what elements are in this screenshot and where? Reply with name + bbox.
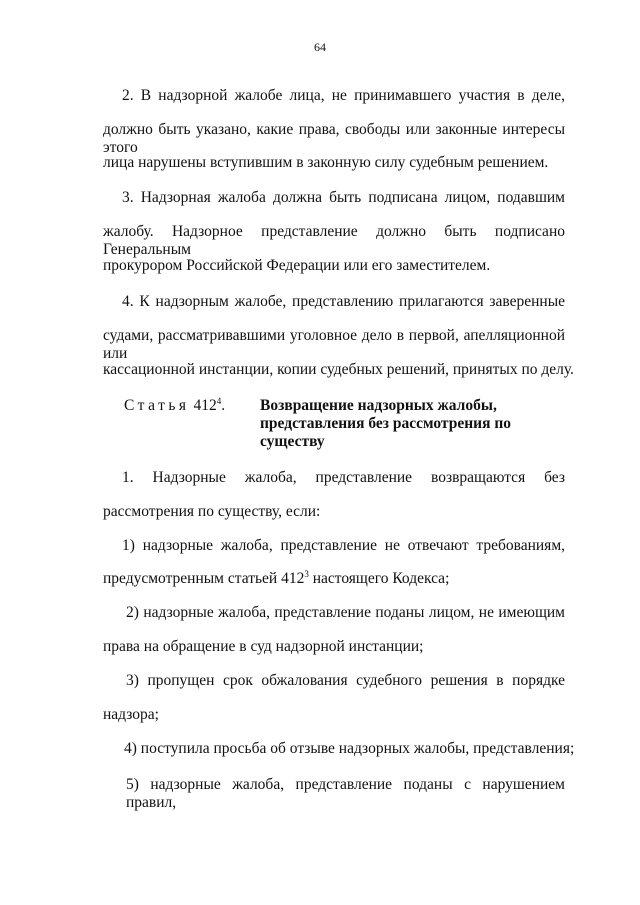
text-line: права на обращение в суд надзорной инстанции; (103, 638, 424, 655)
text-line: должно быть указано, какие права, свободы или законные интересы этого (103, 121, 565, 156)
text-line: 1) надзорные жалоба, представление не отвечают требованиям, (122, 537, 565, 554)
text-line: 2. В надзорной жалобе лица, не принимавшего участия в деле, (122, 87, 565, 104)
article-title-line: Возвращение надзорных жалобы, (260, 397, 497, 414)
text-line: 3) пропущен срок обжалования судебного решения в порядке (126, 672, 565, 689)
text-line: рассмотрения по существу, если: (103, 503, 321, 520)
text-line: 3. Надзорная жалоба должна быть подписана лицом, подавшим (122, 189, 565, 206)
text-line (103, 570, 565, 588)
text-line: 5) надзорные жалоба, представление поданы с нарушением правил, (126, 776, 565, 811)
article-dot: . (221, 397, 226, 414)
text-line: жалобу. Надзорное представление должно быть подписано Генеральным (103, 223, 565, 258)
text-line: судами, рассматривавшими уголовное дело в первой, апелляционной или (103, 327, 565, 362)
text-line: кассационной инстанции, копии судебных решений, принятых по делу. (103, 361, 574, 378)
text-line: прокурором Российской Федерации или его заместителем. (103, 257, 491, 274)
superscript: 3 (304, 568, 309, 579)
text: предусмотренным статьей 412 (103, 570, 305, 587)
text-line: 4. К надзорным жалобе, представлению прилагаются заверенные (122, 293, 565, 310)
text: настоящего Кодекса; (308, 570, 450, 587)
text-line: 2) надзорные жалоба, представление поданы лицом, не имеющим (126, 604, 565, 621)
text-line: лица нарушены вступившим в законную силу судебным решением. (103, 154, 549, 171)
page-number: 64 (314, 40, 326, 54)
article-word: Статья (124, 397, 190, 414)
article-title-line: существу (260, 433, 325, 450)
article-number: 412 (193, 397, 217, 414)
article-label (124, 397, 225, 415)
article-sup: 4 (216, 395, 222, 406)
text-line: надзора; (103, 706, 159, 723)
text-line: 1. Надзорные жалоба, представление возвращаются без (122, 469, 565, 486)
article-title-line: представления без рассмотрения по (260, 415, 512, 432)
text-line: 4) поступила просьба об отзыве надзорных жалобы, представления; (124, 740, 575, 757)
